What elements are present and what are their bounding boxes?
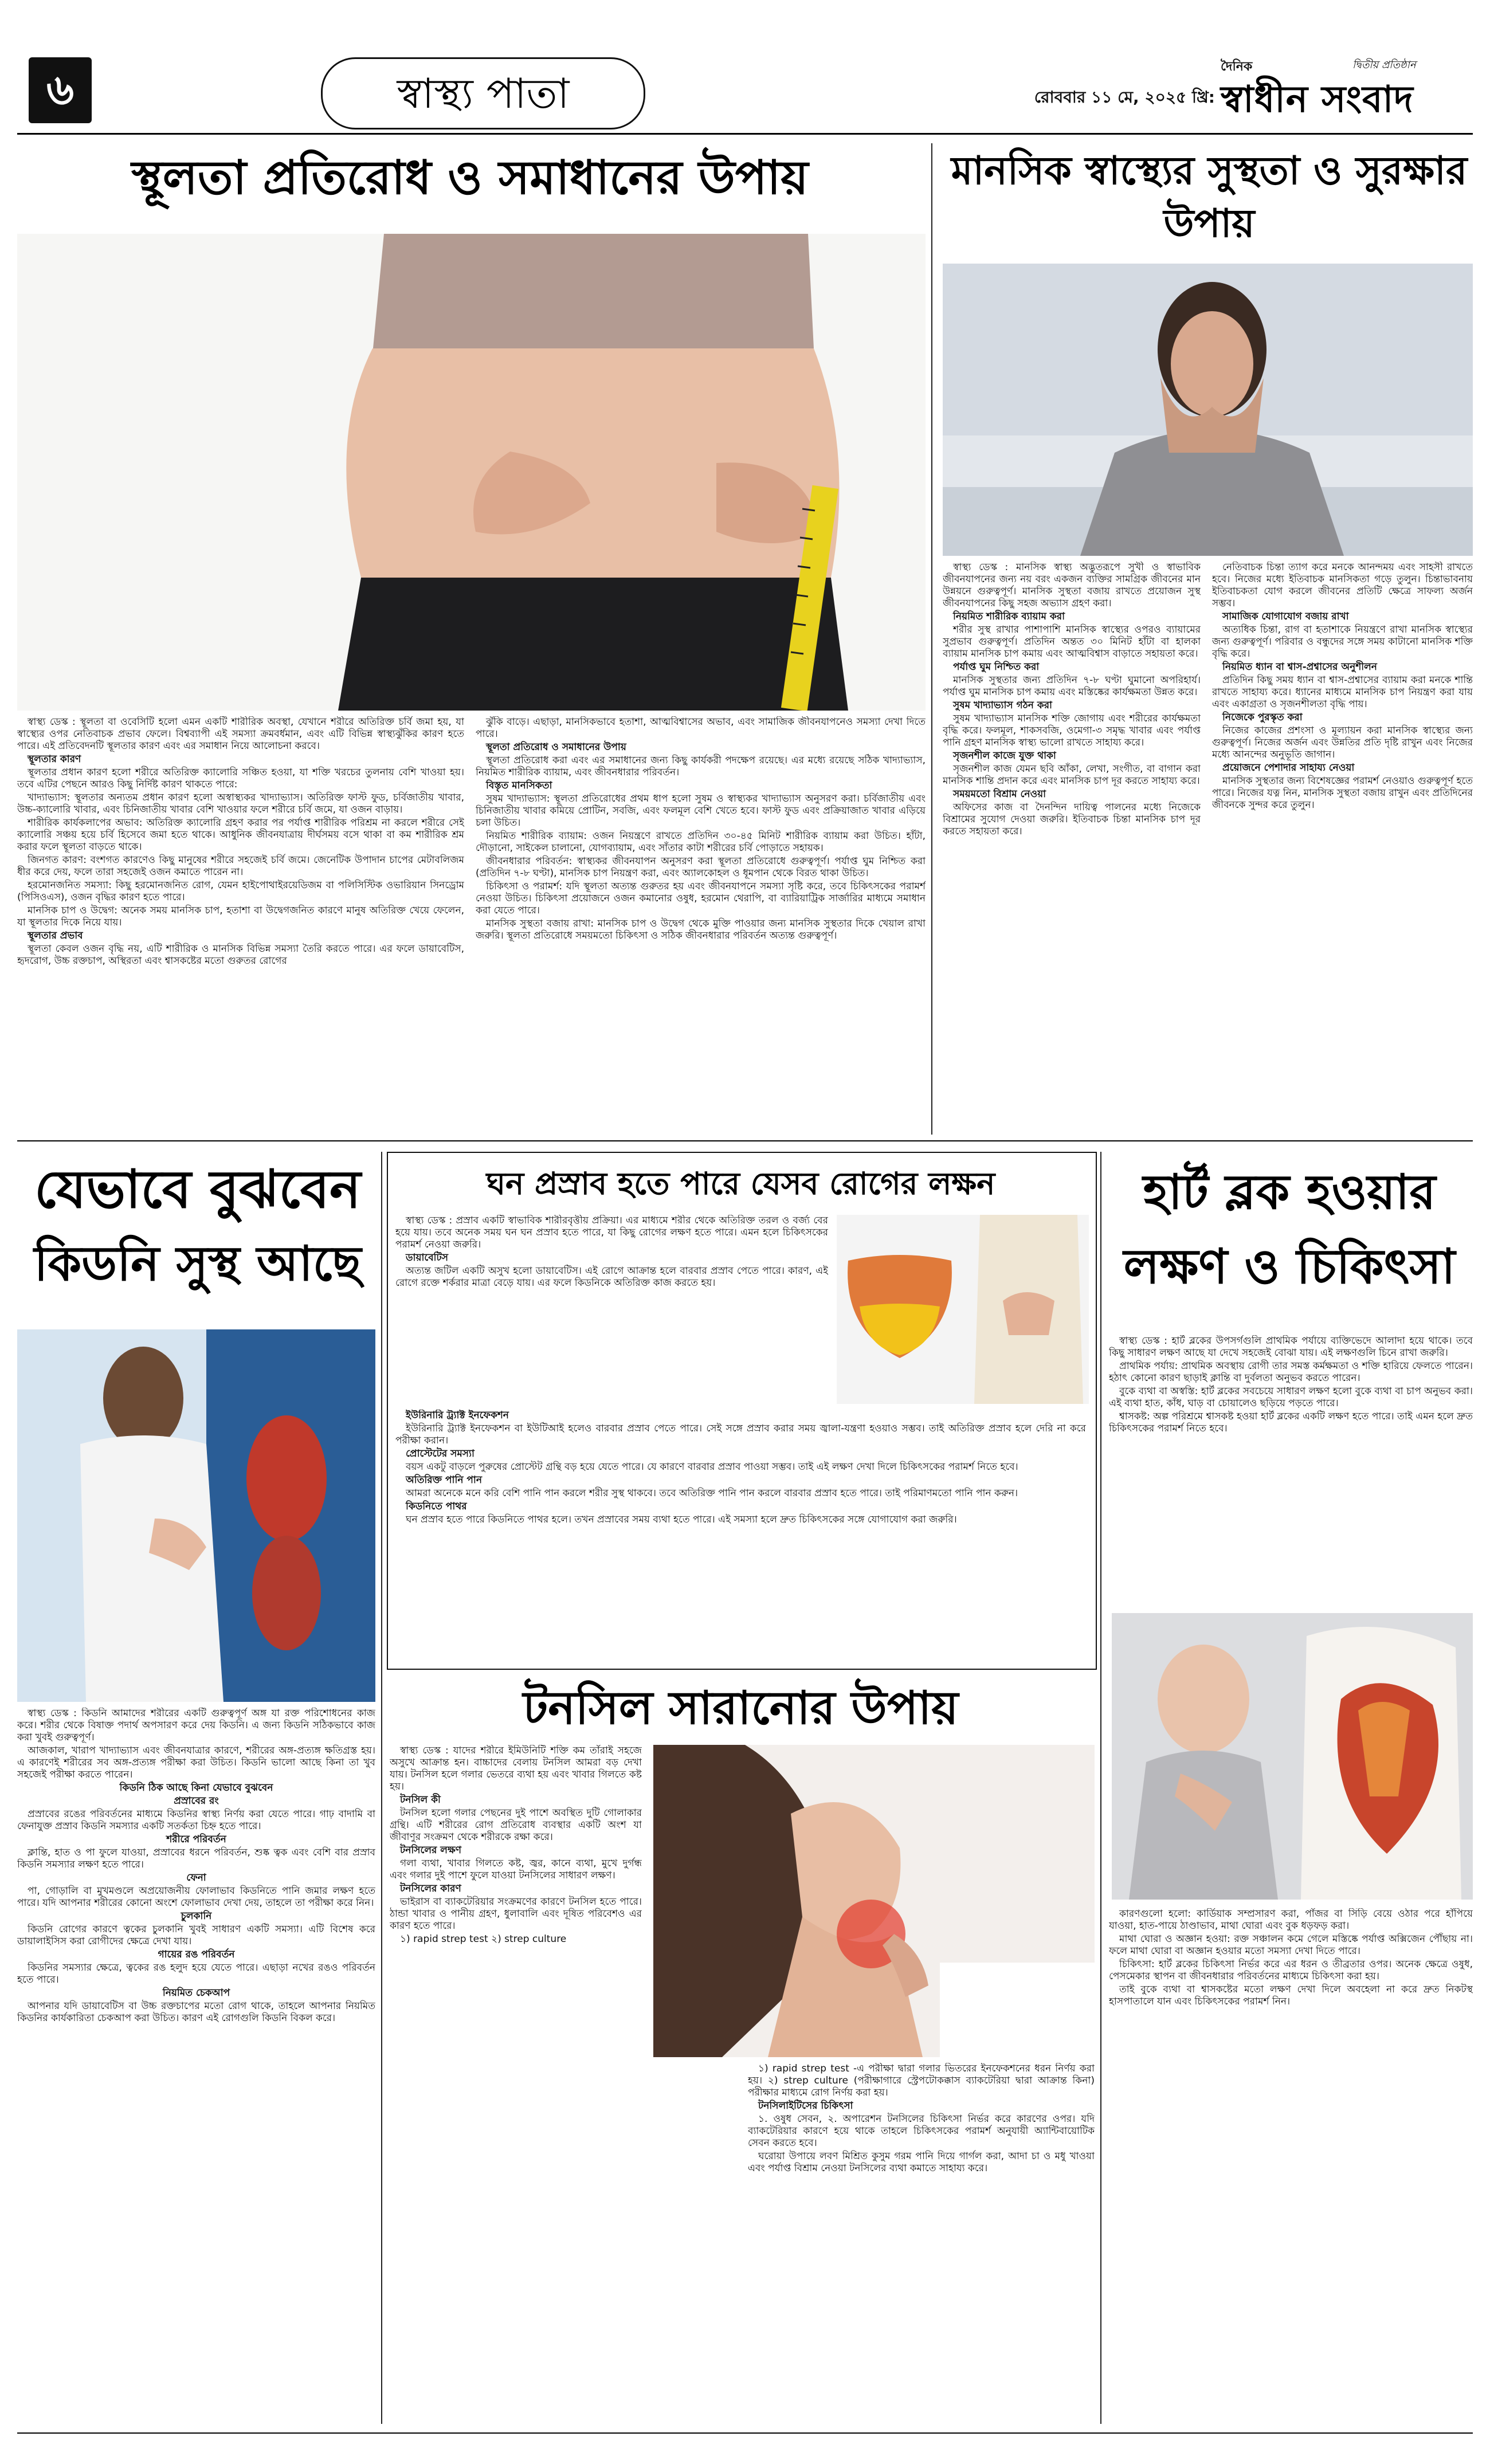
subheading: টনসিলের লক্ষণ [400,1845,461,1856]
subheading: চুলকানি [181,1910,212,1922]
heart-title-line-2: লক্ষণ ও চিকিৎসা [1123,1238,1456,1294]
paragraph: বুকে ব্যথা বা অস্বস্তি: হার্ট ব্লকের সবচেয়ে সাধারণ লক্ষণ হলো বুকে ব্যথা বা চাপ অনুভব করা। এই ব্যথা হাত, কাঁধ, ঘাড় বা চোয়ালেও ছড়িয়ে পড়তে পারে। [1109,1386,1473,1409]
paragraph: ভাইরাস বা ব্যাকটেরিয়ার সংক্রমণের কারণে টনসিল হতে পারে। ঠান্ডা খাবার ও পানীয় গ্রহণ, ধুলাবালি এবং দূষিত পরিবেশও এর কারণ হতে পারে। [390,1896,642,1932]
paragraph: খাদ্যাভ্যাস: স্থূলতার অন্যতম প্রধান কারণ হলো অস্বাস্থ্যকর খাদ্যাভ্যাস। অতিরিক্ত ফাস্ট ফুড, চর্বিজাতীয় খাবার, উচ্চ-ক্যালোরি খাবার, এবং চিনিজাতীয় খাবার বেশি খাওয়ার ফলে শরীরে চর্বি জমে, যা ওজন বাড়ায়। [17,792,464,815]
paragraph: প্রতিদিন কিছু সময় ধ্যান বা শ্বাস-প্রশ্বাসের ব্যায়াম করা মনকে শান্তি রাখতে সাহায্য করে। ধ্যানের মাধ্যমে মানসিক চাপ নিয়ন্ত্রণ করা যায় এবং একাগ্রতা ও সৃজনশীলতা বৃদ্ধি পায়। [1212,674,1473,710]
subheading: পর্যাপ্ত ঘুম নিশ্চিত করা [953,661,1040,673]
logo [1221,54,1473,129]
tonsil-col-2 [748,2063,1095,2424]
paragraph: আমরা অনেকে মনে করি বেশি পানি পান করলে শরীর সুস্থ থাকবে। তবে অতিরিক্ত পানি পান করলে বারবার প্রস্রাব হতে পারে। তাই পরিমাণমতো পানি পান করুন। [406,1488,1018,1499]
paragraph: ক্লান্তি, হাত ও পা ফুলে যাওয়া, প্রস্রাবের ধরনে পরিবর্তন, শুষ্ক ত্বক এবং বেশি বার প্রস্রাব কিডনি সমস্যার লক্ষণ হতে পারে। [17,1847,375,1870]
date: রোববার ১১ মে, ২০২৫ খ্রি: [1034,88,1215,107]
mental-col-2 [1212,562,1473,1135]
subheading: স্থূলতার কারণ [28,754,81,765]
paragraph: স্থূলতা প্রতিরোধ করা এবং এর সমাধানের জন্য কিছু কার্যকরী পদক্ষেপ রয়েছে। এর মধ্যে রয়েছে সঠিক খাদ্যাভ্যাস, নিয়মিত শারীরিক ব্যায়াম, এবং জীবনধারার পরিবর্তন। [476,755,926,778]
subheading: নিয়মিত ধ্যান বা শ্বাস-প্রশ্বাসের অনুশীলন [1222,661,1377,673]
paragraph: টনসিল হলো গলার পেছনের দুই পাশে অবস্থিত দুটি গোলাকার গ্রন্থি। এটি শরীরের রোগ প্রতিরোধ ব্যবস্থার একটি অংশ যা জীবাণুর সংক্রমণ থেকে শরীরকে রক্ষা করে। [390,1807,642,1843]
section-title: স্বাস্থ্য পাতা [397,69,570,117]
paragraph: স্থূলতা কেবল ওজন বৃদ্ধি নয়, এটি শারীরিক ও মানসিক বিভিন্ন সমস্যা তৈরি করতে পারে। এর ফলে ডায়াবেটিস, হৃদরোগ, উচ্চ রক্তচাপ, অস্থিরতা এবং শ্বাসকষ্টের মতো গুরুতর রোগের [17,943,464,967]
paragraph: মানসিক সুস্থতার জন্য বিশেষজ্ঞের পরামর্শ নেওয়াও গুরুত্বপূর্ণ হতে পারে। নিজের যত্ন নিন, মানসিক সুস্থতা বজায় রাখুন এবং প্রতিদিনের জীবনকে সুন্দর করে তুলুন। [1212,775,1473,811]
paragraph: প্রস্রাবের রঙের পরিবর্তনের মাধ্যমে কিডনির স্বাস্থ্য নির্ণয় করা যেতে পারে। গাঢ় বাদামি বা ফেনাযুক্ত প্রস্রাব কিডনি সমস্যার একটি সতর্কতা চিহ্ন হতে পারে। [17,1808,375,1832]
paragraph: নিজের কাজের প্রশংসা ও মূল্যায়ন করা মানসিক স্বাস্থ্যের জন্য গুরুত্বপূর্ণ। নিজের অর্জন এবং উন্নতির প্রতি দৃষ্টি রাখুন এবং নিজের মধ্যে আনন্দের অনুভূতি জাগান। [1212,725,1473,760]
kidney-title-line-2: কিডনি সুস্থ আছে [34,1235,362,1292]
paragraph: ১) rapid strep test ২) strep culture [400,1933,567,1945]
paragraph: শ্বাসকষ্ট: অল্প পরিশ্রমে শ্বাসকষ্ট হওয়া হার্ট ব্লকের একটি লক্ষণ হতে পারে। তাই এমন হলে দ্রুত চিকিৎসকের পরামর্শ নিতে হবে। [1109,1411,1473,1434]
heart-col-1 [1109,1335,1473,1604]
paragraph: জিনগত কারণ: বংশগত কারণেও কিছু মানুষের শরীরে সহজেই চর্বি জমে। জেনেটিক উপাদান চাপের মেটাবলিজম ধীর করে দেয়, ফলে তারা সহজেই ওজন কমাতে পারেন না। [17,854,464,878]
paragraph: সুষম খাদ্যাভ্যাস মানসিক শক্তি জোগায় এবং শরীরের কার্যক্ষমতা বৃদ্ধি করে। ফলমূল, শাকসবজি, ওমেগা-৩ সমৃদ্ধ খাবার এবং পর্যাপ্ত পানি গ্রহণ মানসিক স্বাস্থ্য ভালো রাখতে সাহায্য করে। [943,713,1201,748]
column-divider [381,1152,382,2424]
paragraph: প্রাথমিক পর্যায়: প্রাথমিক অবস্থায় রোগী তার সমস্ত কর্মক্ষমতা ও শক্তি হারিয়ে ফেলতে পারেন। হঠাৎ কোনো কারণ ছাড়াই ক্লান্তি বা দুর্বলতা অনুভব করতে পারেন। [1109,1360,1473,1384]
paragraph: অত্যধিক চিন্তা, রাগ বা হতাশাকে নিয়ন্ত্রণে রাখা মানসিক স্বাস্থ্যের জন্য গুরুত্বপূর্ণ। পরিবার ও বন্ধুদের সঙ্গে সময় কাটানো মানসিক শক্তি বৃদ্ধি করে। [1212,624,1473,660]
mental-title: মানসিক স্বাস্থ্যের সুস্থতা ও সুরক্ষার উপায় [951,148,1468,246]
page-number: ৬ [46,65,74,115]
paragraph: স্বাস্থ্য ডেস্ক : মানসিক স্বাস্থ্য অদ্ভুতরূপে সুখী ও স্বাভাবিক জীবনযাপনের জন্য নয় বরং একজন ব্যক্তির সামগ্রিক জীবনের মান উন্নয়নে গুরুত্বপূর্ণ। মানসিক সুস্থতা বজায় রাখতে প্রয়োজন সুস্থ জীবনযাপনের কিছু সহজ অভ্যাস গ্রহণ করা। [943,562,1201,609]
paragraph: গলা ব্যথা, খাবার গিলতে কষ্ট, জ্বর, কানে ব্যথা, মুখে দুর্গন্ধ এবং গলার দুই পাশে ফুলে যাওয়া টনসিলের সাধারণ লক্ষণ। [390,1858,642,1881]
paragraph: স্থূলতার প্রধান কারণ হলো শরীরে অতিরিক্ত ক্যালোরি সঞ্চিত হওয়া, যা শক্তি খরচের তুলনায় বেশি খাওয়া হয়। তবে এটির পেছনে আরও কিছু নির্দিষ্ট কারণ থাকতে পারে: [17,767,464,790]
subheading: সামাজিক যোগাযোগ বজায় রাখা [1222,611,1349,622]
subheading: প্রস্রাবের রং [174,1795,219,1807]
tonsil-title: টনসিল সারানোর উপায় [523,1681,959,1735]
paragraph: নেতিবাচক চিন্তা ত্যাগ করে মনকে আনন্দময় এবং সাহসী রাখতে হবে। নিজের মধ্যে ইতিবাচক মানসিকতা গড়ে তুলুন। চিন্তাভাবনায় ইতিবাচকতা যোগ করলে জীবনের প্রতিটি ক্ষেত্রে সাফল্য অর্জন সম্ভব। [1212,562,1473,609]
obesity-photo [17,234,926,711]
paragraph: মানসিক সুস্থতার জন্য প্রতিদিন ৭-৮ ঘণ্টা ঘুমানো অপরিহার্য। পর্যাপ্ত ঘুম মানসিক চাপ কমায় এবং মস্তিষ্কের কার্যক্ষমতা উন্নত করে। [943,674,1201,698]
subheading: ফেনা [186,1872,206,1884]
header-rule [17,133,1473,135]
tonsil-photo [653,1745,1095,2057]
obesity-col-1 [17,716,464,1135]
subheading: নিয়মিত শারীরিক ব্যায়াম করা [953,611,1065,622]
subheading: সময়মতো বিশ্রাম নেওয়া [953,788,1046,800]
logo-tagline: দ্বিতীয় প্রতিষ্ঠান [1352,59,1416,71]
paragraph: হরমোনজনিত সমস্যা: কিছু হরমোনজনিত রোগ, যেমন হাইপোথাইরয়েডিজম বা পলিসিস্টিক ওভারিয়ান সিনড্রোম (পিসিওএস), ওজন বৃদ্ধির কারণ হতে পারে। [17,880,464,903]
urination-col-bottom [395,1410,1086,1662]
footer-rule [17,2432,1473,2434]
subheading: বিস্তৃত মানসিকতা [486,780,552,791]
paragraph: স্বাস্থ্য ডেস্ক : যাদের শরীরে ইমিউনিটি শক্তি কম তাঁরাই সহজে অসুখে আক্রান্ত হন। বাচ্চাদের বেলায় টনসিল আমরা বড় দেখা যায়। টনসিল হলে গলার ভেতরে ব্যথা হয় এবং খাবার গিলতে কষ্ট হয়। [390,1745,642,1792]
paragraph: পা, গোড়ালি বা মুখমণ্ডলে অপ্রয়োজনীয় ফোলাভাব কিডনিতে পানি জমার লক্ষণ হতে পারে। যদি আপনার শরীরের কোনো অংশে ফোলাভাব দেখা দেয়, তাহলে তা পরীক্ষা করে নিন। [17,1885,375,1909]
paragraph: চিকিৎসা: হার্ট ব্লকের চিকিৎসা নির্ভর করে এর ধরন ও তীব্রতার ওপর। অনেক ক্ষেত্রে ওষুধ, পেসমেকার স্থাপন বা জীবনধারার পরিবর্তনের মাধ্যমে চিকিৎসা করা হয়। [1109,1959,1473,1982]
paragraph: মানসিক চাপ ও উদ্বেগ: অনেক সময় মানসিক চাপ, হতাশা বা উদ্বেগজনিত কারণে মানুষ অতিরিক্ত খেয়ে ফেলেন, যা স্থূলতার দিকে নিয়ে যায়। [17,905,464,928]
paragraph: ১) rapid strep test -এ পরীক্ষা দ্বারা গলার ভিতরের ইনফেকশনের ধরন নির্ণয় করা হয়। ২) strep culture (পরীক্ষাগারে স্ট্রেপটোকক্কাস ব্যাকটেরিয়া দ্বারা আক্রান্ত কিনা) পরীক্ষার মাধ্যমে রোগ নির্ণয় করা হয়। [748,2063,1095,2098]
paragraph: অফিসের কাজ বা দৈনন্দিন দায়িত্ব পালনের মধ্যে নিজেকে বিশ্রামের সুযোগ দেওয়া জরুরি। ইতিবাচক চিন্তা মানসিক চাপ দূর করতে সহায়তা করে। [943,802,1201,837]
subheading: টনসিল কী [400,1794,441,1806]
subheading: টনসিলের কারণ [400,1883,461,1894]
column-divider [931,143,932,1135]
subheading: অতিরিক্ত পানি পান [406,1474,483,1486]
paragraph: স্বাস্থ্য ডেস্ক : কিডনি আমাদের শরীরের একটি গুরুত্বপূর্ণ অঙ্গ যা রক্ত পরিশোধনের কাজ করে। শরীর থেকে বিষাক্ত পদার্থ অপসারণ করে দেয় কিডনি। এ জন্য কিডনি সঠিকভাবে কাজ করা খুবই গুরুত্বপূর্ণ। [17,1708,375,1743]
urination-photo-art [837,1215,1089,1404]
masthead [0,0,1490,135]
mental-photo-art [943,264,1473,556]
subheading: কিডনিতে পাথর [406,1501,467,1512]
urination-photo [837,1215,1089,1404]
paragraph: স্বাস্থ্য ডেস্ক : স্থূলতা বা ওবেসিটি হলো এমন একটি শারীরিক অবস্থা, যেখানে শরীরে অতিরিক্ত চর্বি জমা হয়, যা স্বাস্থ্যের ওপর নেতিবাচক প্রভাব ফেলে। বিশ্বব্যাপী এই সমস্যা ক্রমবর্ধমান, এবং এটি বিভিন্ন স্বাস্থ্যঝুঁকির কারণ হতে পারে। এই প্রতিবেদনটি স্থূলতার কারণ এবং এর সমাধান নিয়ে আলোচনা করবে। [17,716,464,752]
heart-title-line-1: হার্ট ব্লক হওয়ার [1143,1163,1436,1220]
subheading: ডায়াবেটিস [406,1252,449,1264]
paragraph: চিকিৎসা ও পরামর্শ: যদি স্থূলতা অত্যন্ত গুরুতর হয় এবং জীবনযাপনে সমস্যা সৃষ্টি করে, তবে চিকিৎসকের পরামর্শ নেওয়া উচিত। চিকিৎসা প্রয়োজনে ওজন কমানোর ওষুধ, হরমোন থেরাপি, বা ব্যারিয়াট্রিক সার্জারির মাধ্যমে সমাধান করা যেতে পারে। [476,881,926,916]
subheading: গায়ের রঙ পরিবর্তন [158,1949,235,1960]
subheading: স্থূলতা প্রতিরোধ ও সমাধানের উপায় [486,741,626,753]
subheading: নিয়মিত চেকআপ [162,1987,230,1999]
paragraph: সৃজনশীল কাজ যেমন ছবি আঁকা, লেখা, সংগীত, বা বাগান করা মানসিক শান্তি প্রদান করে এবং মানসিক চাপ দূর করতে সাহায্য করে। [943,763,1201,787]
subheading: প্রোস্টেটের সমস্যা [406,1448,475,1459]
column-divider [1100,1152,1101,2424]
subheading: সৃজনশীল কাজে যুক্ত থাকা [953,750,1056,762]
paragraph: নিয়মিত শারীরিক ব্যায়াম: ওজন নিয়ন্ত্রণে রাখতে প্রতিদিন ৩০-৪৫ মিনিট শারীরিক ব্যায়াম করা উচিত। হাঁটা, দৌড়ানো, সাইকেল চালানো, যোগব্যায়াম, এবং সাঁতার কাটা শরীরের চর্বি পোড়াতে সহায়ক। [476,830,926,854]
paragraph: ঘরোয়া উপায়ে লবণ মিশ্রিত কুসুম গরম পানি দিয়ে গার্গল করা, আদা চা ও মধু খাওয়া এবং পর্যাপ্ত বিশ্রাম নেওয়া টনসিলের ব্যথা কমাতে সাহায্য করে। [748,2151,1095,2174]
kidney-photo-art [17,1329,375,1702]
tonsil-photo-art [653,1745,1095,2057]
subheading: শরীরে পরিবর্তন [166,1834,226,1845]
subheading: নিজেকে পুরস্কৃত করা [1222,712,1303,723]
heart-col-2 [1109,1908,1473,2424]
urination-title: ঘন প্রস্রাব হতে পারে যেসব রোগের লক্ষন [486,1165,995,1202]
obesity-col-2 [476,716,926,1135]
paragraph: শরীর সুস্থ রাখার পাশাপাশি মানসিক স্বাস্থ্যের ওপরও ব্যায়ামের সুপ্রভাব গুরুত্বপূর্ণ। প্রতিদিন অন্তত ৩০ মিনিট হাঁটা বা হালকা ব্যায়াম মানসিক চাপ কমায় এবং আত্মবিশ্বাস বাড়াতে সহায়তা করে। [943,624,1201,660]
heart-photo-art [1112,1613,1473,1900]
subheading: প্রয়োজনে পেশাদার সাহায্য নেওয়া [1222,762,1355,774]
paragraph: ঘন প্রস্রাব হতে পারে কিডনিতে পাথর হলে। তখন প্রস্রাবের সময় ব্যথা হতে পারে। এই সমস্যা হলে দ্রুত চিকিৎসকের সঙ্গে যোগাযোগ করা জরুরি। [406,1514,957,1525]
paragraph: আপনার যদি ডায়াবেটিস বা উচ্চ রক্তচাপের মতো রোগ থাকে, তাহলে আপনার নিয়মিত কিডনির কার্যকারিতা চেকআপ করা উচিত। কারণ এই রোগগুলি কিডনি বিকল করে। [17,2000,375,2024]
subheading: কিডনি ঠিক আছে কিনা যেভাবে বুঝবেন [119,1782,273,1794]
paragraph: জীবনধারার পরিবর্তন: স্বাস্থ্যকর জীবনযাপন অনুসরণ করা স্থূলতা প্রতিরোধে গুরুত্বপূর্ণ। পর্যাপ্ত ঘুম নিশ্চিত করা (প্রতিদিন ৭-৮ ঘণ্টা), মানসিক চাপ নিয়ন্ত্রণ করা, এবং অ্যালকোহল ও ধূমপান থেকে বিরত থাকা উচিত। [476,856,926,879]
paragraph: স্বাস্থ্য ডেস্ক : হার্ট ব্লকের উপসর্গগুলি প্রাথমিক পর্যায়ে ব্যক্তিভেদে আলাদা হয়ে থাকে। তবে কিছু সাধারণ লক্ষণ আছে যা দেখে সহজেই বোঝা যায়। এই লক্ষণগুলি চিনে রাখা জরুরি। [1109,1335,1473,1359]
paragraph: কারণগুলো হলো: কার্ডিয়াক সম্প্রসারণ করা, পাঁজর বা সিঁড়ি বেয়ে ওঠার পরে হাঁপিয়ে যাওয়া, হাত-পায়ে ঠাণ্ডাভাব, মাথা ঘোরা এবং বুক ধড়ফড় করা। [1109,1908,1473,1932]
paragraph: ১. ওষুধ সেবন, ২. অপারেশন টনসিলের চিকিৎসা নির্ভর করে কারণের ওপর। যদি ব্যাকটেরিয়ার কারণে হয়ে থাকে তাহলে চিকিৎসকের পরামর্শ অনুযায়ী অ্যান্টিবায়োটিক সেবন করতে হবে। [748,2113,1095,2149]
logo-top: দৈনিক [1221,60,1253,74]
subheading: স্থূলতার প্রভাব [28,930,83,941]
kidney-title-line-1: যেভাবে বুঝবেন [34,1158,361,1220]
mental-photo [943,264,1473,556]
paragraph: ইউরিনারি ট্র্যাক্ট ইনফেকশন বা ইউটিআই হলেও বারবার প্রস্রাব পেতে পারে। সেই সঙ্গে প্রস্রাব করার সময় জ্বালা-যন্ত্রণা হওয়াও সম্ভব। তাই অতিরিক্ত প্রস্রাব হলে দেরি না করে পরীক্ষা করান। [395,1423,1086,1446]
kidney-photo [17,1329,375,1702]
subheading: ইউরিনারি ট্র্যাক্ট ইনফেকশন [406,1410,509,1421]
obesity-photo-art [17,234,926,711]
paragraph: তাই বুকে ব্যথা বা শ্বাসকষ্টের মতো লক্ষণ দেখা দিলে অবহেলা না করে দ্রুত নিকটস্থ হাসপাতালে যান এবং চিকিৎসকের পরামর্শ নিন। [1109,1984,1473,2007]
paragraph: স্বাস্থ্য ডেস্ক : প্রস্রাব একটি স্বাভাবিক শারীরবৃত্তীয় প্রক্রিয়া। এর মাধ্যমে শরীর থেকে অতিরিক্ত তরল ও বর্জ্য বের হয়ে যায়। তবে অনেক সময় ঘন ঘন প্রস্রাব হতে পারে, যা কিছু রোগের লক্ষণ হতে পারে। এমন হলে চিকিৎসকের পরামর্শ নেওয়া জরুরি। [395,1215,828,1250]
paragraph: ঝুঁকি বাড়ে। এছাড়া, মানসিকভাবে হতাশা, আত্মবিশ্বাসের অভাব, এবং সামাজিক জীবনযাপনেও সমস্যা দেখা দিতে পারে। [476,716,926,740]
paragraph: আজকাল, খারাপ খাদ্যাভ্যাস এবং জীবনযাত্রার কারণে, শরীরের অঙ্গ-প্রত্যঙ্গ ক্ষতিগ্রস্ত হয়। এ কারণেই শরীরের সব অঙ্গ-প্রত্যঙ্গ পরীক্ষা করা উচিত। কিডনি ভালো আছে কিনা তা খুব সহজেই পরীক্ষা করতে পারেন। [17,1745,375,1780]
paragraph: মানসিক সুস্থতা বজায় রাখা: মানসিক চাপ ও উদ্বেগ থেকে মুক্তি পাওয়ার জন্য মানসিক সুস্থতার দিকে খেয়াল রাখা জরুরি। স্থূলতা প্রতিরোধে সময়মতো চিকিৎসা ও সঠিক জীবনধারার পরিবর্তন অত্যন্ত গুরুত্বপূর্ণ। [476,918,926,941]
kidney-col [17,1708,375,2424]
paragraph: অত্যন্ত জটিল একটি অসুখ হলো ডায়াবেটিস। এই রোগে আক্রান্ত হলে বারবার প্রস্রাব পেতে পারে। কারণ, এই রোগে রক্তে শর্করার মাত্রা বেড়ে যায়। এর ফলে কিডনিকে অতিরিক্ত কাজ করতে হয়। [395,1265,828,1289]
paragraph: কিডনি রোগের কারণে ত্বকের চুলকানি খুবই সাধারণ একটি সমস্যা। এটি বিশেষ করে ডায়ালাইসিস করা রোগীদের ক্ষেত্রে দেখা যায়। [17,1924,375,1947]
heart-photo [1112,1613,1473,1900]
paragraph: সুষম খাদ্যাভ্যাস: স্থূলতা প্রতিরোধের প্রথম ধাপ হলো সুষম ও স্বাস্থ্যকর খাদ্যাভ্যাস অনুসরণ করা। চর্বিজাতীয় এবং চিনিজাতীয় খাবার কমিয়ে প্রোটিন, সবজি, এবং ফলমূল বেশি খেতে হবে। ফাস্ট ফুড এবং প্রক্রিয়াজাত খাবার এড়িয়ে চলা উচিত। [476,793,926,829]
tonsil-col-1 [390,1745,642,2424]
section-rule [17,1140,1473,1141]
logo-name: স্বাধীন সংবাদ [1221,78,1414,121]
paragraph: শারীরিক কার্যকলাপের অভাব: অতিরিক্ত ক্যালোরি গ্রহণ করার পর পর্যাপ্ত শারীরিক পরিশ্রম না করলে শরীরে সেই ক্যালোরি সঞ্চয় হয়ে চর্বি হিসেবে জমা হতে থাকে। আধুনিক জীবনযাত্রায় দীর্ঘসময় বসে থাকা বা কম শারীরিক শ্রম করার ফলে স্থূলতা বাড়তে থাকে। [17,817,464,853]
subheading: টনসিলাইটিসের চিকিৎসা [758,2100,853,2112]
subheading: সুষম খাদ্যাভ্যাস গঠন করা [953,700,1052,711]
obesity-title: স্থূলতা প্রতিরোধ ও সমাধানের উপায় [131,150,809,205]
paragraph: বয়স একটু বাড়লে পুরুষের প্রোস্টেট গ্রন্থি বড় হয়ে যেতে পারে। যে কারণে বারবার প্রস্রাব পাওয়া সম্ভব। তাই এই লক্ষণ দেখা দিলে চিকিৎসকের পরামর্শ নিতে হবে। [406,1461,1018,1473]
mental-col-1 [943,562,1201,1135]
paragraph: কিডনির সমস্যার ক্ষেত্রে, ত্বকের রঙ হলুদ হয়ে যেতে পারে। এছাড়া নখের রঙও পরিবর্তন হতে পারে। [17,1962,375,1986]
paragraph: মাথা ঘোরা ও অজ্ঞান হওয়া: রক্ত সঞ্চালন কমে গেলে মস্তিষ্কে পর্যাপ্ত অক্সিজেন পৌঁছায় না। ফলে মাথা ঘোরা বা অজ্ঞান হওয়ার মতো সমস্যা দেখা দিতে পারে। [1109,1933,1473,1957]
urination-col-top [395,1215,828,1404]
